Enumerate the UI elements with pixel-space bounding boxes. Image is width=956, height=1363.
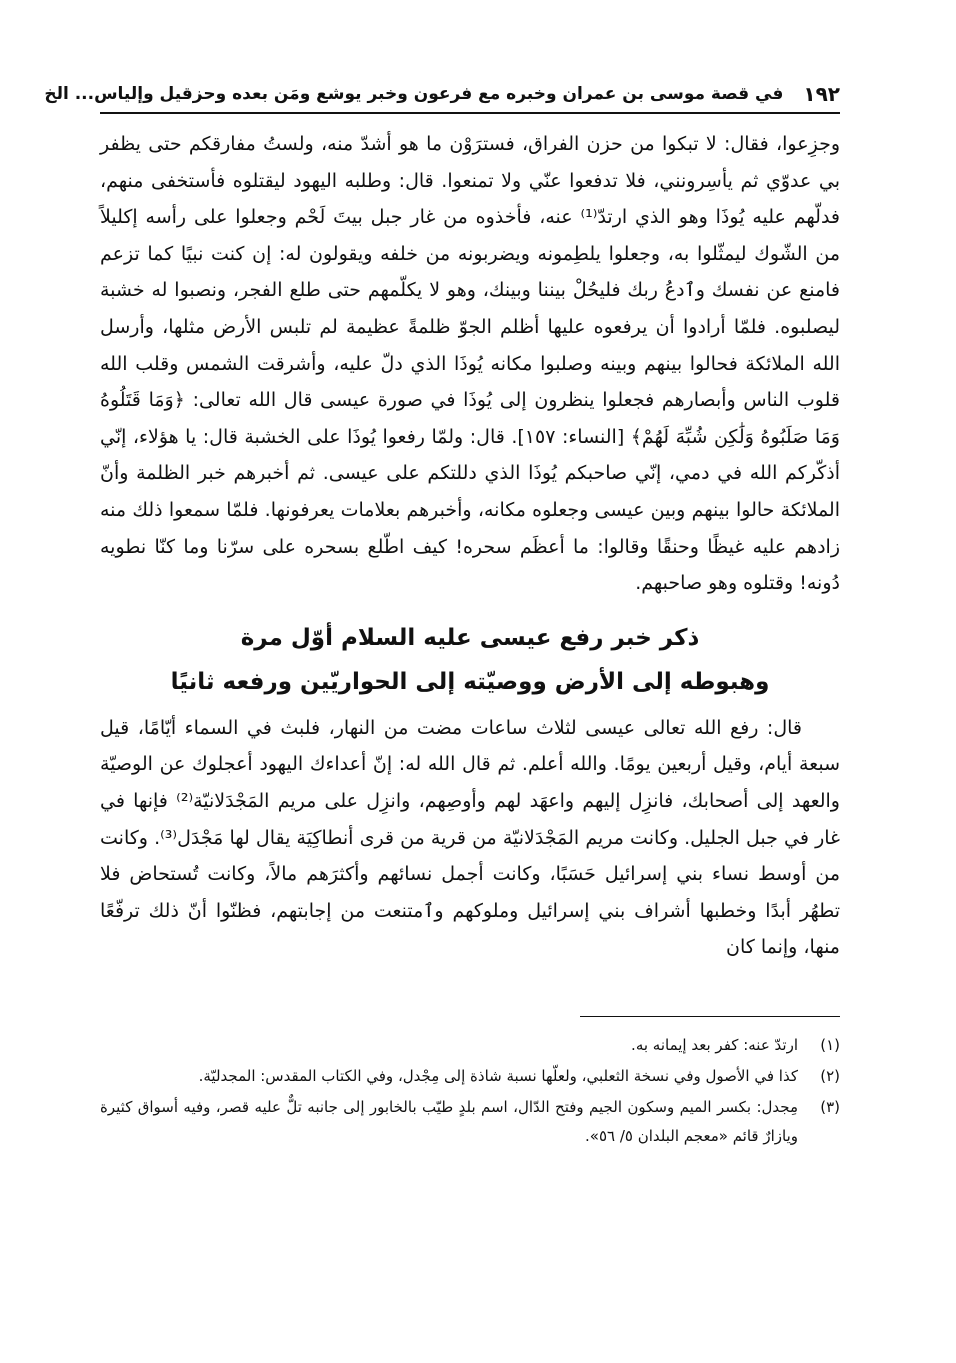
footnote-text: مِجدل: بكسر الميم وسكون الجيم وفتح الدّال، اسم بلدٍ طيّب بالخابور إلى جانبه تلٌّ عليه قصر، وفيه أسواق كثيرة ويازارٌ قائم «معجم البلدان ٥/ ٥٦».: [100, 1097, 798, 1145]
footnote-divider: [580, 1016, 840, 1017]
main-text: [100, 126, 840, 966]
footnote-number: (٣): [820, 1097, 840, 1116]
footnote-1: [100, 1031, 840, 1060]
footnotes: [100, 1031, 840, 1151]
paragraph-2: قال: رفع الله تعالى عيسى لثلاث ساعات مضت من النهار، فلبث في السماء أيّامًا، قيل سبعة أيام، وقيل أربعين يومًا. والله أعلم. ثم قال الله له: إنّ أعداءك اليهود أعجلوك عن الوصيّة والعهد إلى أصحابك، فانزِل إليهم واعهَد لهم وأوصِهم، وانزِل على مريم المَجْدَلانيّة⁽²⁾ فإنها في غار في جبل الجليل. وكانت مريم المَجْدَلانيّة من قرية من قرى أنطاكِيَة يقال لها مَجْدَل⁽³⁾. وكانت من أوسط نساء بني إسرائيل حَسَبًا، وكانت أجمل نسائهم وأكثرَهم مالاً، وكانت تُستحاض فلا تطهُر أبدًا وخطبها أشراف بني إسرائيل وملوكهم وٱمتنعت من إجابتهم، فظنّوا أنّ ذلك ترفّعًا منها، وإنما كان: [100, 716, 840, 959]
book-page: [44, 82, 840, 1153]
running-title: في قصة موسى بن عمران وخبره مع فرعون وخبر يوشع ومَن بعده وحزقيل وإلياس... الخ: [44, 84, 784, 104]
page-number: ١٩٢: [803, 82, 840, 106]
footnote-text: كذا في الأصول وفي نسخة الثعلبي، ولعلّها نسبة شاذة إلى مِجْدل، وفي الكتاب المقدس: المجدليّة.: [198, 1066, 798, 1085]
section-heading-line-2: وهبوطه إلى الأرض ووصيّته إلى الحواريّين ورفعه ثانيًا: [170, 668, 770, 695]
footnote-text: ارتدّ عنه: كفر بعد إيمانه به.: [631, 1035, 798, 1054]
section-heading-line-1: ذكر خبر رفع عيسى عليه السلام أوّل مرة: [240, 624, 700, 651]
paragraph-1: وجزِعوا، فقال: لا تبكوا من حزن الفراق، فسترَوْن ما هو أشدّ منه، ولستُ مفارقكم حتى يظفر بي عدوّي ثم يأسِرونني، فلا تدفعوا عنّي ولا تمنعوا. قال: وطلبه اليهود ليقتلوه فأستخفى منهم، فدلّهم عليه يُوذَا وهو الذي ارتدّ⁽¹⁾ عنه، فأخذوه من غار جبل بيتَ لَحْم وجعلوا على رأسه إكليلاً من الشّوك ليمثّلوا به، وجعلوا يلطِمونه ويضربونه من خلفه ويقولون له: إن كنت نبيًا كما تزعم فامنع عن نفسك وٱدعُ ربك فليحُلْ بيننا وبينك، وهو لا يكلّمهم حتى طلع الفجر، ونصبوا له خشبة ليصلبوه. فلمّا أرادوا أن يرفعوه عليها أظلم الجوّ ظلمةً عظيمة لم تلبس الأرض مثلها، وأرسل الله الملائكة فحالوا بينهم وبينه وصلبوا مكانه يُوذَا الذي دلّ عليه، وأشرقت الشمس وقلب الله قلوب الناس وأبصارهم فجعلوا ينظرون إلى يُوذَا في صورة عيسى قال الله تعالى: ﴿وَمَا قَتَلُوهُ وَمَا صَلَبُوهُ وَلَٰكِن شُبِّهَ لَهُمْ﴾ [النساء: ١٥٧]. قال: ولمّا رفعوا يُوذَا على الخشبة قال: يا هؤلاء، إنّي أذكّركم الله في دمي، إنّي صاحبكم يُوذَا الذي دللتكم على عيسى. ثم أخبرهم خبر الظلمة وأنّ الملائكة حالوا بينهم وبين عيسى وجعلوه مكانه، وأخبرهم بعلامات يعرفونها. فلمّا سمعوا ذلك منه زادهم عليه غيظًا وحنقًا وقالوا: ما أعظَم سحره! كيف اطّلع بسحره على سرّنا وما كنّا نطويه دُونه! وقتلوه وهو صاحبهم.: [100, 133, 840, 595]
footnote-number: (٢): [820, 1066, 840, 1085]
footnote-3: [100, 1093, 840, 1151]
section-heading: [100, 616, 840, 704]
footnote-number: (١): [820, 1035, 840, 1054]
footnote-2: [100, 1062, 840, 1091]
page-header: [44, 82, 840, 114]
